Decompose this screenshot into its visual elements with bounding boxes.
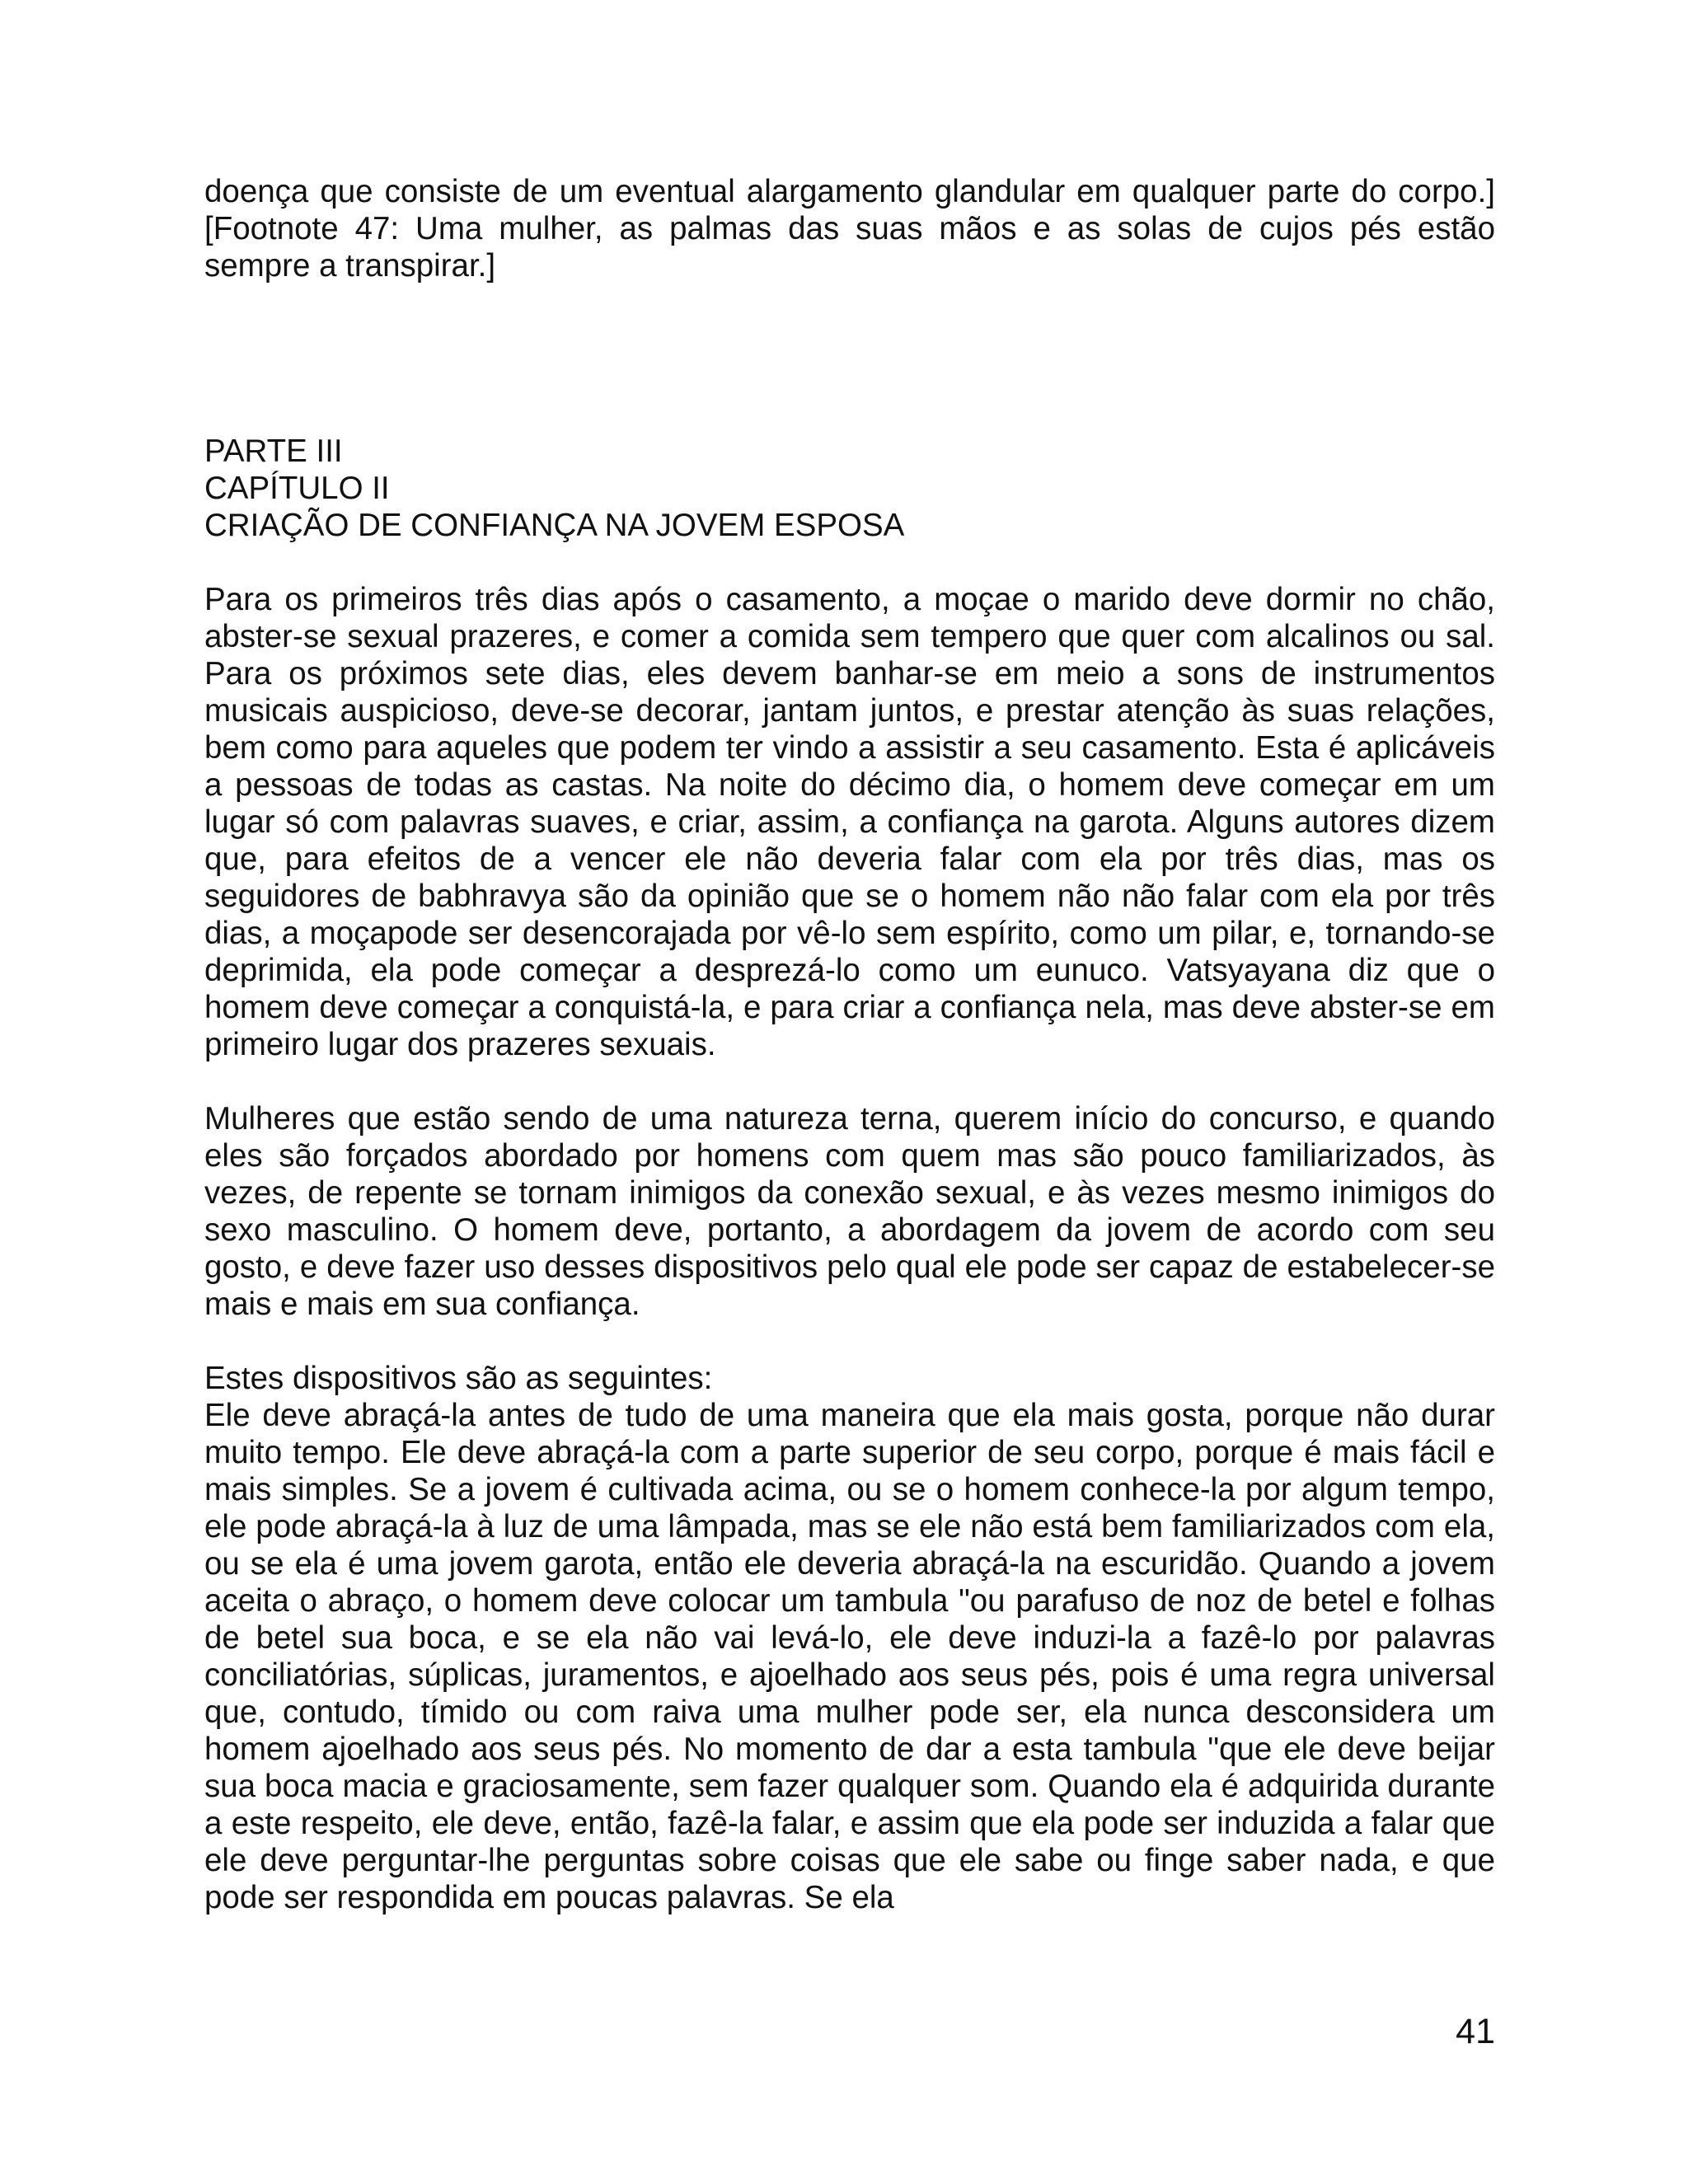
document-page [204, 173, 1495, 1916]
body-paragraph-1: Para os primeiros três dias após o casamento, a moçae o marido deve dormir no chão, abster-se sexual prazeres, e comer a comida sem tempero que quer com alcalinos ou sal. Para os próximos sete dias, eles devem banhar-se em meio a sons de instrumentos musicais auspicioso, deve-se decorar, jantam juntos, e prestar atenção às suas relações, bem como para aqueles que podem ter vindo a assistir a seu casamento. Esta é aplicáveis a pessoas de todas as castas. Na noite do décimo dia, o homem deve começar em um lugar só com palavras suaves, e criar, assim, a confiança na garota. Alguns autores dizem que, para efeitos de a vencer ele não deveria falar com ela por três dias, mas os seguidores de babhravya são da opinião que se o homem não não falar com ela por três dias, a moçapode ser desencorajada por vê-lo sem espírito, como um pilar, e, tornando-se deprimida, ela pode começar a desprezá-lo como um eunuco. Vatsyayana diz que o homem deve começar a conquistá-la, e para criar a confiança nela, mas deve abster-se em primeiro lugar dos prazeres sexuais. [204, 582, 1495, 1062]
body-paragraph-3: Ele deve abraçá-la antes de tudo de uma maneira que ela mais gosta, porque não durar muito tempo. Ele deve abraçá-la com a parte superior de seu corpo, porque é mais fácil e mais simples. Se a jovem é cultivada acima, ou se o homem conhece-la por algum tempo, ele pode abraçá-la à luz de uma lâmpada, mas se ele não está bem familiarizados com ela, ou se ela é uma jovem garota, então ele deveria abraçá-la na escuridão. Quando a jovem aceita o abraço, o homem deve colocar um tambula "ou parafuso de noz de betel e folhas de betel sua boca, e se ela não vai levá-lo, ele deve induzi-la a fazê-lo por palavras conciliatórias, súplicas, juramentos, e ajoelhado aos seus pés, pois é uma regra universal que, contudo, tímido ou com raiva uma mulher pode ser, ela nunca desconsidera um homem ajoelhado aos seus pés. No momento de dar a esta tambula "que ele deve beijar sua boca macia e graciosamente, sem fazer qualquer som. Quando ela é adquirida durante a este respeito, ele deve, então, fazê-la falar, e assim que ela pode ser induzida a falar que ele deve perguntar-lhe perguntas sobre coisas que ele sabe ou finge saber nada, e que pode ser respondida em poucas palavras. Se ela [204, 1398, 1495, 1915]
chapter-heading [204, 433, 1495, 544]
body-paragraph-2: Mulheres que estão sendo de uma natureza terna, querem início do concurso, e quando eles são forçados abordado por homens com quem mas são pouco familiarizados, às vezes, de repente se tornam inimigos da conexão sexual, e às vezes mesmo inimigos do sexo masculino. O homem deve, portanto, a abordagem da jovem de acordo com seu gosto, e deve fazer uso desses dispositivos pelo qual ele pode ser capaz de estabelecer-se mais e mais em sua confiança. [204, 1101, 1495, 1322]
page-number: 41 [1456, 2012, 1495, 2051]
chapter-label: CAPÍTULO II [204, 471, 390, 506]
part-label: PARTE III [204, 434, 343, 469]
devices-intro: Estes dispositivos são as seguintes: [204, 1361, 713, 1396]
footnote-continuation: doença que consiste de um eventual alargamento glandular em qualquer parte do corpo.] [Footnote 47: Uma mulher, as palmas das suas mãos e as solas de cujos pés estão sempre a transpirar.] [204, 174, 1495, 284]
chapter-title: CRIAÇÃO DE CONFIANÇA NA JOVEM ESPOSA [204, 508, 905, 543]
